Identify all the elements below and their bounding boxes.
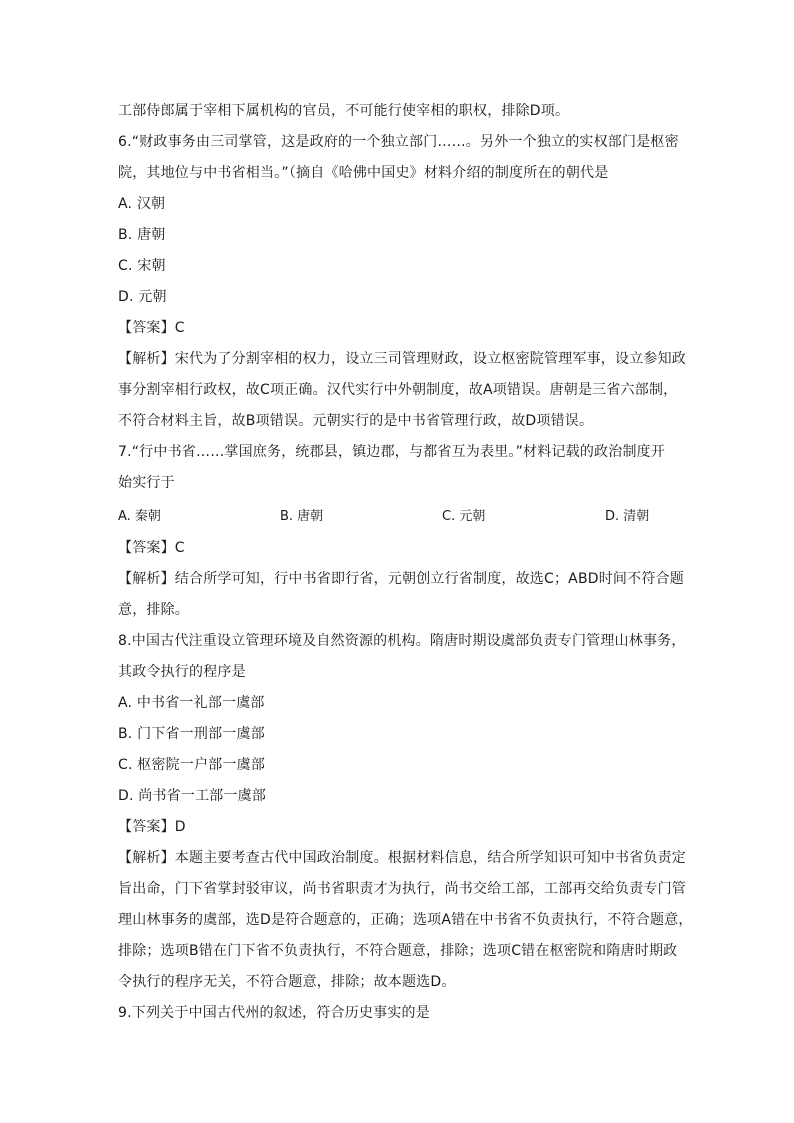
- text-line: 始实行于: [118, 475, 175, 491]
- option-b: B. 门下省一刑部一虞部: [118, 726, 265, 742]
- analysis-line: 【解析】宋代为了分割宰相的权力，设立三司管理财政，设立枢密院管理军事，设立参知政: [118, 351, 686, 367]
- analysis-line: 【解析】本题主要考查古代中国政治制度。根据材料信息，结合所学知识可知中书省负责定: [118, 850, 686, 866]
- analysis-line: 【解析】结合所学可知，行中书省即行省，元朝创立行省制度，故选C；ABD时间不符合题: [118, 571, 684, 587]
- text-line: 工部侍郎属于宰相下属机构的官员，不可能行使宰相的职权，排除D项。: [118, 103, 570, 119]
- analysis-line: 旨出命，门下省掌封驳审议，尚书省职责才为执行，尚书交给工部，工部再交给负责专门管: [118, 881, 686, 897]
- option-d: D. 元朝: [118, 289, 167, 305]
- option-c: C. 宋朝: [118, 258, 166, 274]
- answer-label: 【答案】C: [118, 320, 185, 336]
- option-a: A. 中书省一礼部一虞部: [118, 695, 265, 711]
- q7-option-a: A. 秦朝: [118, 509, 161, 524]
- option-a: A. 汉朝: [118, 196, 166, 212]
- q7-option-b: B. 唐朝: [280, 509, 324, 524]
- answer-label: 【答案】C: [118, 540, 185, 556]
- option-d: D. 尚书省一工部一虞部: [118, 788, 267, 804]
- option-b: B. 唐朝: [118, 227, 166, 243]
- q7-option-d: D. 清朝: [605, 509, 650, 524]
- answer-label: 【答案】D: [118, 819, 186, 835]
- question-8-line: 8.中国古代注重设立管理环境及自然资源的机构。隋唐时期设虞部负责专门管理山林事务，: [118, 633, 686, 649]
- text-line: 院，其地位与中书省相当。”（摘自《哈佛中国史》材料介绍的制度所在的朝代是: [118, 165, 609, 181]
- analysis-line: 令执行的程序无关，不符合题意，排除；故本题选D。: [118, 974, 456, 990]
- question-6-line: 6.“财政事务由三司掌管，这是政府的一个独立部门……。另外一个独立的实权部门是枢密: [118, 134, 679, 150]
- option-c: C. 枢密院一户部一虞部: [118, 757, 266, 773]
- question-9-line: 9.下列关于中国古代州的叙述，符合历史事实的是: [118, 1005, 430, 1021]
- text-line: 其政令执行的程序是: [118, 664, 246, 680]
- analysis-line: 不符合材料主旨，故B项错误。元朝实行的是中书省管理行政，故D项错误。: [118, 413, 594, 429]
- analysis-line: 意，排除。: [118, 602, 189, 618]
- question-7-line: 7.“行中书省……掌国庶务，统郡县，镇边郡，与都省互为表里。”材料记载的政治制度开: [118, 444, 666, 460]
- analysis-line: 理山林事务的虞部，选D是符合题意的，正确；选项A错在中书省不负责执行，不符合题意，: [118, 912, 693, 928]
- analysis-line: 排除；选项B错在门下省不负责执行，不符合题意，排除；选项C错在枢密院和隋唐时期政: [118, 943, 678, 959]
- analysis-line: 事分割宰相行政权，故C项正确。汉代实行中外朝制度，故A项错误。唐朝是三省六部制，: [118, 382, 678, 398]
- q7-option-c: C. 元朝: [442, 509, 486, 524]
